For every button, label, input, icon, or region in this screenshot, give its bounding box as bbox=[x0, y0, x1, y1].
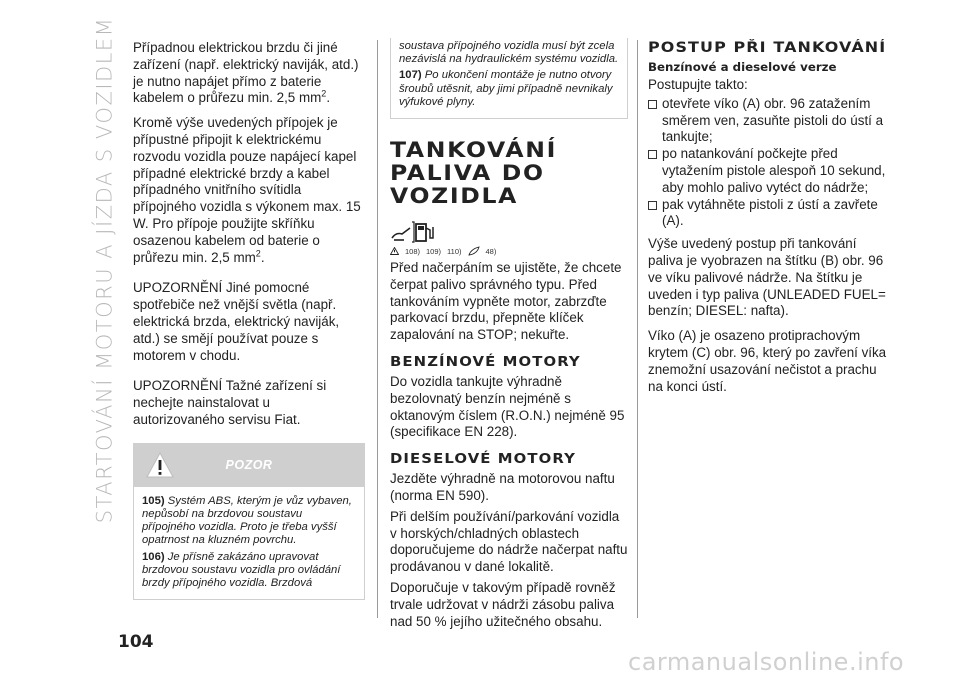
watermark: carmanualsonline.info bbox=[628, 648, 905, 676]
paragraph-diesel-2: Při delším používání/parkování vozidla v horských/chladných oblastech doporučujeme do nádrže načerpat naftu prodávanou v dané lokalitě. bbox=[390, 508, 628, 575]
page-number: 104 bbox=[118, 632, 154, 652]
paragraph-diesel-3: Doporučuje v takovým případě rovněž trvale udržovat v nádrži zásobu paliva nad 50 % jejího užitečného obsahu. bbox=[390, 579, 616, 629]
warning-label: POZOR bbox=[225, 457, 273, 472]
paragraph-diesel-1: Jezděte výhradně na motorovou naftu (norma EN 590). bbox=[390, 471, 615, 503]
warning-triangle-icon bbox=[390, 247, 399, 255]
ref-number: 48) bbox=[485, 246, 497, 256]
reference-row bbox=[390, 246, 628, 256]
subheading-versions: Benzínové a dieselové verze bbox=[648, 60, 837, 74]
section-title-refuelling: TANKOVÁNÍ PALIVA DO VOZIDLA bbox=[390, 138, 558, 209]
warning-box bbox=[133, 443, 365, 600]
warning-item: soustava přípojného vozidla musí být zcela nezávislá na hydraulickém systému vozidla. bbox=[399, 40, 619, 66]
paragraph-instructions: Postupujte takto: bbox=[648, 77, 748, 92]
warning-item: 105) Systém ABS, kterým je vůz vybaven, nepůsobí na brzdovou soustavu přípojného vozidla. Proto je třeba vyšší opatrnost na kluzném povrchu. bbox=[142, 494, 352, 547]
icon-row bbox=[390, 214, 628, 244]
column-2 bbox=[390, 40, 628, 638]
paragraph-notice-2: UPOZORNĚNÍ Tažné zařízení si nechejte nainstalovat u autorizovaného servisu Fiat. bbox=[133, 378, 327, 427]
paragraph-connections: Kromě výše uvedených přípojek je přípustné připojit k elektrickému rozvodu vozidla pouze napájecí kapel případné elektrické brzdy a kabel případného vnitřního svítidla přípojného vozidla s výkonem max. 15 W. Pro přípoje použijte skříňku osazenou kabelem od baterie o průřezu min. 2,5 $mm^2$. bbox=[133, 115, 361, 265]
checkbox-bullet-icon bbox=[648, 201, 657, 210]
fuel-pump-icon bbox=[390, 218, 436, 244]
ref-number: 108) bbox=[405, 246, 421, 256]
warning-continuation bbox=[390, 38, 628, 119]
chapter-side-title: STARTOVÁNÍ MOTORU A JÍZDA S VOZIDLEM bbox=[92, 16, 117, 524]
checkbox-bullet-icon bbox=[648, 150, 657, 159]
paragraph-label-info: Výše uvedený postup při tankování paliva je vyobrazen na štítku (B) obr. 96 ve víku palivové nádrže. Na štítku je uveden i typ paliva (UNLEADED FUEL= benzín; DIESEL: nafta). bbox=[648, 236, 886, 319]
ref-number: 109) bbox=[426, 246, 442, 256]
ref-number: 110) bbox=[447, 246, 462, 256]
list-item: po natankování počkejte před vytažením pistole alespoň 10 sekund, aby mohlo palivo vytéct do nádrže; bbox=[648, 146, 888, 196]
list-item: otevřete víko (A) obr. 96 zatažením směrem ven, zasuňte pistoli do ústí a tankujte; bbox=[648, 96, 888, 146]
warning-body bbox=[133, 487, 365, 600]
paragraph-petrol: Do vozidla tankujte výhradně bezolovnatý benzín nejméně s oktanovým číslem (R.O.N.) nejméně 95 (specifikace EN 228). bbox=[390, 374, 625, 440]
warning-header bbox=[133, 443, 365, 487]
environment-icon bbox=[468, 246, 480, 256]
section-title-procedure: POSTUP PŘI TANKOVÁNÍ bbox=[648, 40, 887, 56]
warning-triangle-icon bbox=[145, 451, 175, 479]
column-1 bbox=[133, 40, 365, 600]
warning-item: 106) Je přísně zakázáno upravovat brzdovou soustavu vozidla pro ovládání brzdy přípojného vozidla. Brzdová bbox=[142, 550, 341, 589]
paragraph-dust-cover: Víko (A) je osazeno protiprachovým krytem (C) obr. 96, který po zavření víka znemožní usazování nečistot a prachu na konci ústí. bbox=[648, 328, 887, 394]
warning-item: 107) Po ukončení montáže je nutno otvory šroubů utěsnit, aby jimi případně nevnikaly výfukové plyny. bbox=[399, 69, 613, 108]
subheading-diesel: DIESELOVÉ MOTORY bbox=[390, 451, 576, 468]
column-divider-2 bbox=[637, 40, 638, 618]
column-3 bbox=[648, 40, 888, 403]
paragraph-before-refuelling: Před načerpáním se ujistěte, že chcete čerpat palivo správného typu. Před tankováním vypněte motor, zabrzďte parkovací brzdu, přepněte klíček zapalování na STOP; nekuřte. bbox=[390, 260, 622, 343]
list-item: pak vytáhněte pistoli z ústí a zavřete (A). bbox=[648, 197, 888, 231]
paragraph-notice-1: UPOZORNĚNÍ Jiné pomocné spotřebiče než vnější světla (např. elektrická brzda, elektrický naviják, atd.) se smějí používat pouze s motorem v chodu. bbox=[133, 280, 340, 363]
checkbox-bullet-icon bbox=[648, 100, 657, 109]
paragraph-electric-brake: Případnou elektrickou brzdu či jiné zařízení (např. elektrický naviják, atd.) je nutno napájet přímo z baterie kabelem o průřezu min. 2,5 $mm^2$. bbox=[133, 40, 359, 106]
subheading-petrol: BENZÍNOVÉ MOTORY bbox=[390, 354, 581, 370]
column-divider-1 bbox=[377, 40, 378, 618]
